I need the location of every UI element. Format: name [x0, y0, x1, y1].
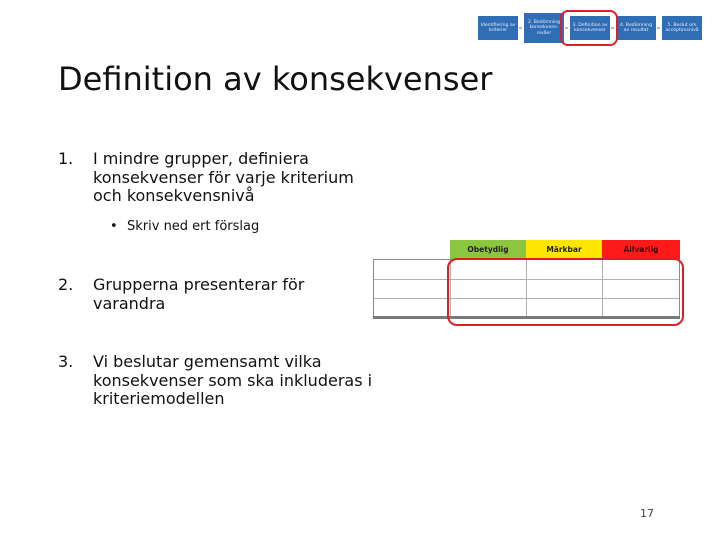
list-item-text: I mindre grupper, definiera konsekvenser för varje kriterium och konsekvensnivå	[93, 149, 354, 205]
list-item-number: 2.	[58, 275, 74, 294]
process-step-1: Identifiering av kriterier	[478, 16, 518, 40]
process-step-2: 2. Bedömning konsekvens-nivåer	[524, 13, 564, 43]
sub-bullet-text: Skriv ned ert förslag	[127, 219, 260, 234]
header-allvarlig: Allvarlig	[602, 240, 680, 259]
process-step-4: 4. Bedömning av resultat	[616, 16, 656, 40]
step-connector	[657, 27, 660, 29]
list-item-number: 3.	[58, 352, 74, 371]
list-item-text: Vi beslutar gemensamt vilka konsekvenser som ska inkluderas i kriteriemodellen	[93, 352, 373, 408]
process-step-5: 5. Beslut om acceptansnivå	[662, 16, 702, 40]
header-markbar: Märkbar	[526, 240, 602, 259]
list-item-text: Grupperna presenterar för varandra	[93, 275, 305, 313]
step-connector	[519, 27, 522, 29]
list-item-number: 1.	[58, 149, 74, 168]
page-number: 17	[640, 507, 654, 520]
table-highlight	[447, 258, 684, 326]
current-step-highlight	[560, 10, 618, 46]
process-step-3: 3. Definition av konsekvenser	[570, 16, 610, 40]
sub-bullet	[110, 218, 259, 235]
bullet-dot: •	[110, 219, 118, 234]
header-obetydlig: Obetydlig	[450, 240, 526, 259]
slide-title: Definition av konsekvenser	[58, 60, 493, 98]
